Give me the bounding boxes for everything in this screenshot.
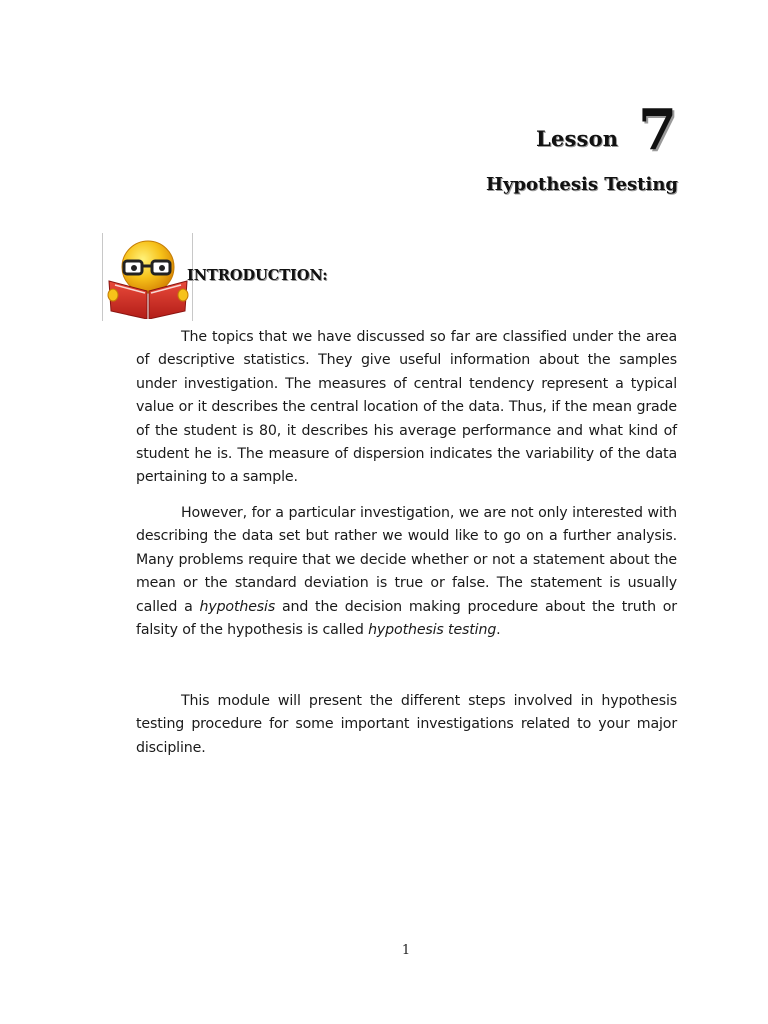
section-heading-introduction: INTRODUCTION: — [187, 267, 328, 284]
paragraph-text: The topics that we have discussed so far are classified under the area of descriptive statistics. They give useful information about the samples under investigation. The measures of central tendency represent a typical value or it describes the central location of the data. Thus, if the mean grade of the student is 80, it describes his average performance and what kind of student he is. The measure of dispersion indicates the variability of the data pertaining to a sample. — [136, 329, 677, 486]
term-hypothesis: hypothesis — [199, 598, 276, 615]
paragraph-descriptive-statistics — [136, 326, 677, 490]
paragraph-text: However, for a particular investigation, we are not only interested with describing the data set but rather we would like to go on a further analysis. Many problems require that we decide whether or not a statement about the mean or the standard deviation is true or false. The statement is usually called a — [136, 505, 677, 615]
paragraph-text: . — [496, 622, 501, 639]
paragraph-module-overview — [136, 690, 677, 760]
paragraph-text: This module will present the different steps involved in hypothesis testing procedure for some important investigations related to your major discipline. — [136, 693, 677, 756]
term-hypothesis-testing: hypothesis testing — [368, 622, 497, 639]
paragraph-hypothesis — [136, 502, 677, 642]
emoji-reading-book-icon — [103, 237, 193, 319]
introduction-illustration — [102, 233, 193, 321]
paragraph-text: and the decision making procedure about the truth or falsity of the hypothesis is called — [136, 598, 677, 639]
lesson-word: Lesson — [536, 126, 619, 151]
lesson-title: Hypothesis Testing — [485, 174, 678, 195]
lesson-number: 7 — [638, 97, 677, 163]
page-number: 1 — [401, 943, 411, 958]
